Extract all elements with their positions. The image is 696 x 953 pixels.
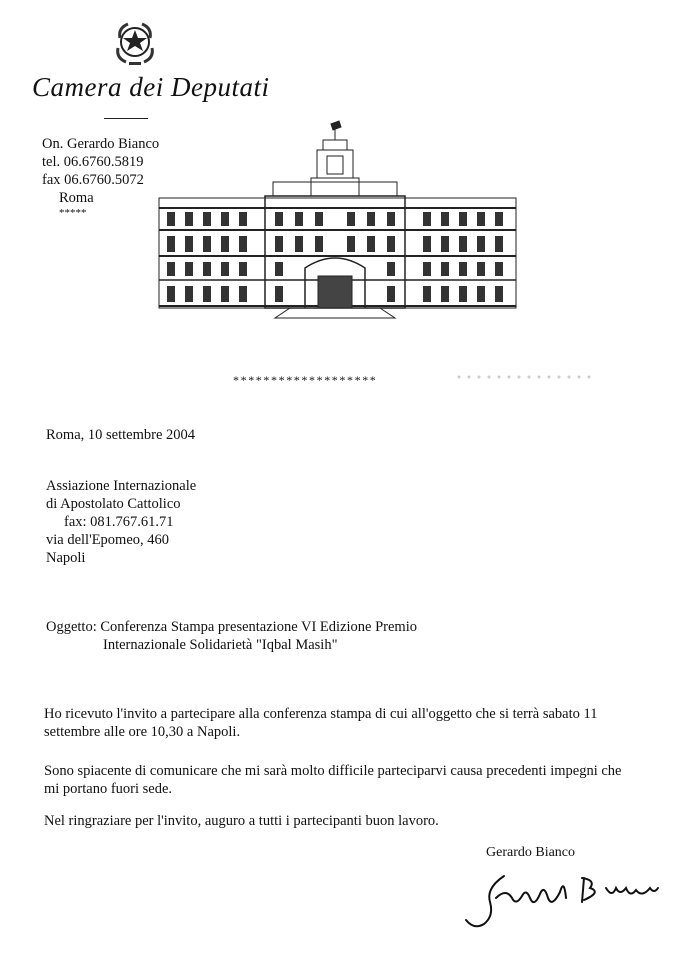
body-paragraph xyxy=(44,762,622,798)
letter-date: Roma, 10 settembre 2004 xyxy=(46,427,196,443)
body-paragraph xyxy=(44,812,439,830)
recipient-city: Napoli xyxy=(46,550,86,566)
subject-line: Internazionale Solidarietà "Iqbal Masih" xyxy=(103,637,338,653)
body-line: Sono spiacente di comunicare che mi sarà molto difficile parteciparvi causa precedenti impegni che xyxy=(44,763,622,779)
handwritten-signature xyxy=(456,858,666,930)
subject-block xyxy=(46,618,417,654)
sender-fax: fax 06.6760.5072 xyxy=(42,172,144,188)
body-line: Nel ringraziare per l'invito, auguro a tutti i partecipanti buon lavoro. xyxy=(44,813,439,829)
recipient-line: Assiazione Internazionale xyxy=(46,478,197,494)
separator-stars: ******************* xyxy=(233,373,378,387)
palazzo-building-illustration xyxy=(155,118,520,323)
recipient-street: via dell'Epomeo, 460 xyxy=(46,532,170,548)
letterhead-divider xyxy=(104,118,148,119)
body-line: Ho ricevuto l'invito a partecipare alla conferenza stampa di cui all'oggetto che si terrà sabato 11 xyxy=(44,706,598,722)
sender-city: Roma xyxy=(59,190,94,206)
sender-phone: tel. 06.6760.5819 xyxy=(42,154,144,170)
body-line: settembre alle ore 10,30 a Napoli. xyxy=(44,724,241,740)
recipient-fax: fax: 081.767.61.71 xyxy=(64,514,174,530)
body-line: mi portano fuori sede. xyxy=(44,781,173,797)
signatory-name: Gerardo Bianco xyxy=(486,845,576,860)
sender-block xyxy=(42,135,159,219)
body-paragraph xyxy=(44,705,597,741)
italian-republic-emblem-icon xyxy=(112,18,158,68)
recipient-line: di Apostolato Cattolico xyxy=(46,496,181,512)
faint-separator-stars xyxy=(455,373,595,381)
letterhead-title: Camera dei Deputati xyxy=(32,72,270,102)
sender-stars: ***** xyxy=(59,207,87,219)
subject-line: Oggetto: Conferenza Stampa presentazione VI Edizione Premio xyxy=(46,619,417,635)
recipient-block xyxy=(46,477,196,567)
sender-name: On. Gerardo Bianco xyxy=(42,136,160,152)
